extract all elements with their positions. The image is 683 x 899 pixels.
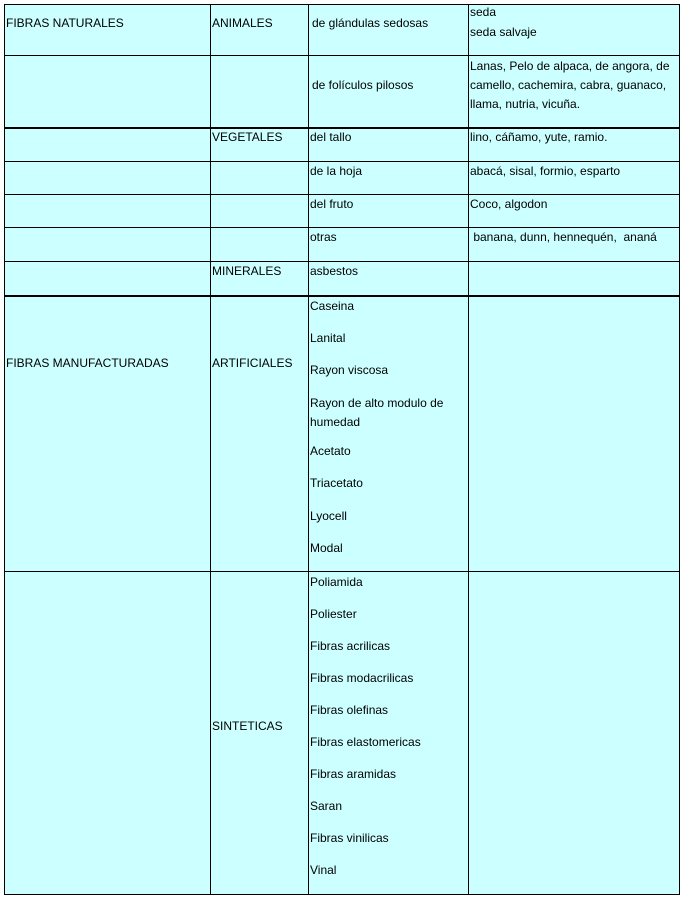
column-divider [210,5,211,894]
fiber-item: Lanital [310,331,346,345]
row-divider [5,295,679,297]
row-divider [5,261,679,262]
subgroup-otras: otras [310,230,337,244]
fiber-list: Coco, algodon [470,197,548,211]
fiber-classification-table [4,4,680,895]
fiber-item: Poliamida [310,575,363,589]
row-divider [5,55,679,56]
column-divider [468,5,469,894]
group-artificiales: ARTIFICIALES [212,356,293,370]
fiber-item: Saran [310,799,343,813]
fiber-item: seda [470,5,497,19]
column-divider [308,5,309,894]
fiber-list: Lanas, Pelo de alpaca, de angora, de camello, cachemira, cabra, guanaco, llama, nutria, vicuña. [470,59,670,111]
fiber-item: Fibras vinilicas [310,831,389,845]
fiber-item: Fibras aramidas [310,767,397,781]
fiber-item: Rayon viscosa [310,363,389,377]
group-minerales: MINERALES [212,264,282,278]
fiber-item: seda salvaje [470,25,537,39]
row-divider [5,194,679,195]
fiber-item: Lyocell [310,509,347,523]
fiber-item: Acetato [310,444,351,458]
subgroup-hoja: de la hoja [310,164,363,178]
row-divider [5,227,679,228]
subgroup-tallo: del tallo [310,130,352,144]
fiber-item: Modal [310,541,343,555]
group-animales: ANIMALES [212,16,273,30]
fiber-item: Fibras elastomericas [310,735,421,749]
fiber-list: banana, dunn, hennequén, ananá [470,230,657,244]
fiber-item: Caseina [310,299,355,313]
group-vegetales: VEGETALES [212,130,283,144]
group-sinteticas: SINTETICAS [212,719,283,733]
fiber-item: asbestos [310,264,359,278]
subgroup-fruto: del fruto [310,197,354,211]
subgroup-sedosas: de glándulas sedosas [312,16,429,30]
row-divider [5,161,679,162]
fiber-item: Vinal [310,863,337,877]
fiber-item: Poliester [310,607,357,621]
category-manufactured: FIBRAS MANUFACTURADAS [6,356,169,370]
fiber-item: Fibras olefinas [310,703,389,717]
row-divider [5,571,679,572]
fiber-list: lino, cáñamo, yute, ramio. [470,130,608,144]
category-natural: FIBRAS NATURALES [6,16,124,30]
fiber-item: Triacetato [310,476,363,490]
subgroup-pilosos: de folículos pilosos [312,78,414,92]
fiber-item: Fibras modacrilicas [310,671,414,685]
fiber-item: Fibras acrilicas [310,639,391,653]
fiber-item: Rayon de alto modulo de humedad [310,396,444,429]
fiber-list: abacá, sisal, formio, esparto [470,164,621,178]
